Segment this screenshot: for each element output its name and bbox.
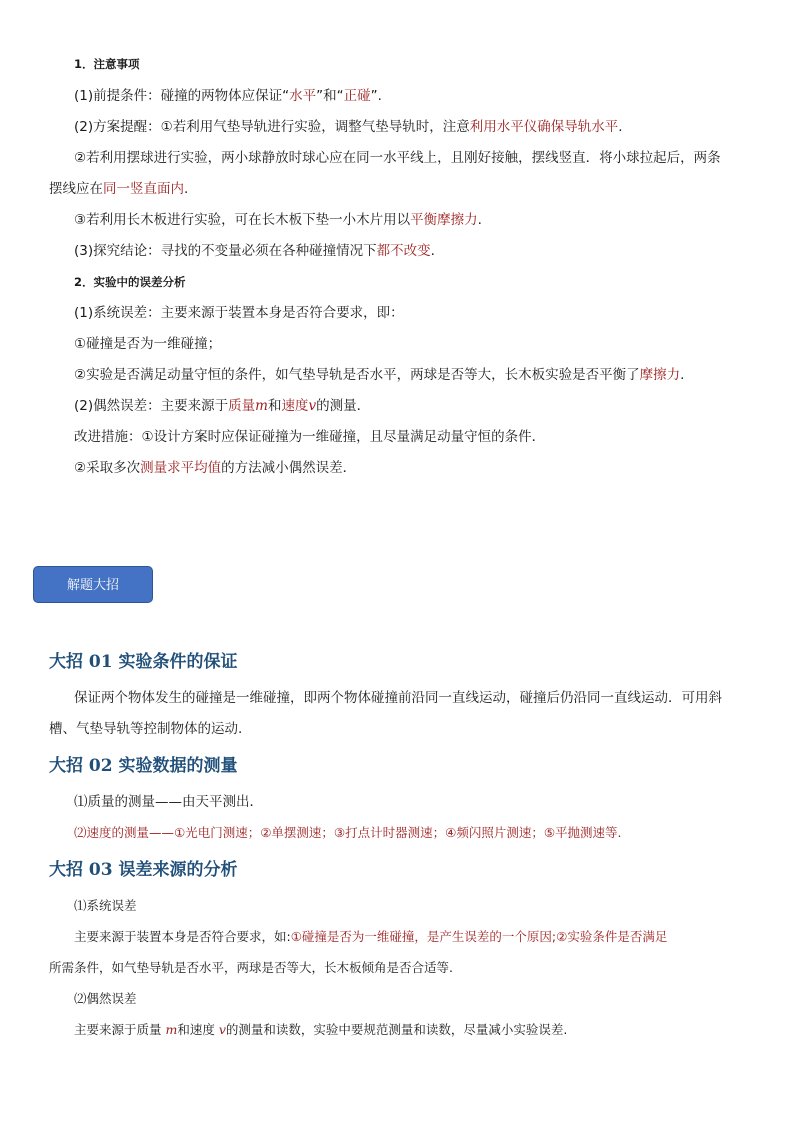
tip-number: 大招 03 [49, 860, 119, 880]
text: . [618, 119, 623, 135]
highlight-head-on: 正碰 [343, 88, 371, 104]
text: ②采取多次 [74, 460, 141, 476]
text: 和速度 [177, 1022, 219, 1037]
paragraph-plan-tip-1 [74, 117, 623, 137]
paragraph-systematic-error: (1)系统误差：主要来源于装置本身是否符合要求，即： [74, 305, 404, 321]
symbol-v: v [218, 1022, 226, 1037]
tip-3-line-1 [74, 927, 667, 947]
tip-number: 大招 02 [49, 756, 119, 776]
highlight-friction: 平衡摩擦力 [410, 212, 478, 228]
tip-title: 误差来源的分析 [118, 860, 238, 880]
text: 主要来源于装置本身是否符合要求，如: [74, 929, 291, 944]
highlight-mass: 质量 [228, 398, 256, 414]
text: 和 [267, 398, 282, 414]
text: ③若利用长木板进行实验，可在长木板下垫一小木片用以 [74, 212, 411, 228]
text: 摆线应在 [49, 181, 103, 197]
tip-3-line-3 [74, 1020, 567, 1040]
text: . [430, 243, 435, 259]
tip-2-heading [49, 754, 238, 778]
highlight-vertical-plane: 同一竖直面内 [103, 181, 184, 197]
section-2-heading: 2．实验中的误差分析 [74, 275, 186, 289]
tip-2-velocity: ⑵速度的测量——①光电门测速；②单摆测速；③打点计时器测速；④频闪照片测速；⑤平抛测速等. [74, 825, 622, 840]
paragraph-plan-tip-3 [74, 210, 482, 230]
text: (2)方案提醒：①若利用气垫导轨进行实验，调整气垫导轨时，注意 [74, 119, 470, 135]
highlight-friction: 摩擦力 [639, 367, 681, 383]
tip-3-random-sub: ⑵偶然误差 [74, 991, 137, 1006]
paragraph-plan-tip-2-line1: ②若利用摆球进行实验，两小球静放时球心应在同一水平线上，且刚好接触，摆线竖直．将小球拉起后，两条 [74, 150, 721, 166]
highlight-cause: ①碰撞是否为一维碰撞，是产生误差的一个原因; [290, 929, 557, 944]
text: . [477, 212, 482, 228]
tip-1-line-2: 槽、气垫导轨等控制物体的运动. [49, 721, 243, 737]
text: (3)探究结论：寻找的不变量必须在各种碰撞情况下 [74, 243, 377, 259]
symbol-m: m [255, 398, 268, 414]
paragraph-random-error [74, 396, 370, 416]
text: ”和“ [316, 88, 344, 104]
tip-3-line-2: 所需条件，如气垫导轨是否水平，两球是否等大，长木板倾角是否合适等. [49, 960, 453, 975]
tip-3-systematic-sub: ⑴系统误差 [74, 898, 137, 913]
tip-number: 大招 01 [49, 652, 119, 672]
solving-tips-button[interactable]: 解题大招 [33, 566, 153, 603]
text: . [680, 367, 685, 383]
tip-2-mass: ⑴质量的测量——由天平测出． [74, 794, 263, 810]
paragraph-conservation [74, 365, 684, 385]
paragraph-average [74, 458, 356, 478]
text: . [184, 181, 189, 197]
text: ②实验是否满足动量守恒的条件，如气垫导轨是否水平，两球是否等大，长木板实验是否平衡了 [74, 367, 640, 383]
highlight-level: 利用水平仪确保导轨水平 [469, 119, 619, 135]
paragraph-plan-tip-2-line2 [49, 179, 188, 199]
text: 的测量． [316, 398, 371, 414]
symbol-v: v [308, 398, 317, 414]
text: ”. [370, 88, 382, 104]
paragraph-one-dimensional: ①碰撞是否为一维碰撞； [74, 336, 222, 352]
paragraph-conclusion [74, 241, 435, 261]
highlight-condition: ②实验条件是否满足 [556, 929, 668, 944]
text: 的测量和读数，实验中要规范测量和读数，尽量减小实验误差. [225, 1022, 568, 1037]
text: (2)偶然误差：主要来源于 [74, 398, 229, 414]
text: 主要来源于质量 [74, 1022, 166, 1037]
highlight-horizontal: 水平 [289, 88, 317, 104]
paragraph-precondition [74, 86, 382, 106]
tip-title: 实验条件的保证 [118, 652, 238, 672]
highlight-velocity: 速度 [281, 398, 309, 414]
tip-1-line-1: 保证两个物体发生的碰撞是一维碰撞，即两个物体碰撞前沿同一直线运动，碰撞后仍沿同一直线运动．可用斜 [74, 690, 722, 706]
section-1-heading: 1．注意事项 [74, 57, 140, 71]
tip-3-heading [49, 858, 238, 882]
text: (1)前提条件：碰撞的两物体应保证“ [74, 88, 290, 104]
symbol-m: m [165, 1022, 178, 1037]
highlight-unchanged: 都不改变 [376, 243, 431, 259]
paragraph-improvement: 改进措施：①设计方案时应保证碰撞为一维碰撞，且尽量满足动量守恒的条件． [74, 429, 546, 445]
highlight-average: 测量求平均值 [140, 460, 222, 476]
tip-title: 实验数据的测量 [118, 756, 238, 776]
tip-1-heading [49, 650, 238, 674]
text: 的方法减小偶然误差． [221, 460, 357, 476]
